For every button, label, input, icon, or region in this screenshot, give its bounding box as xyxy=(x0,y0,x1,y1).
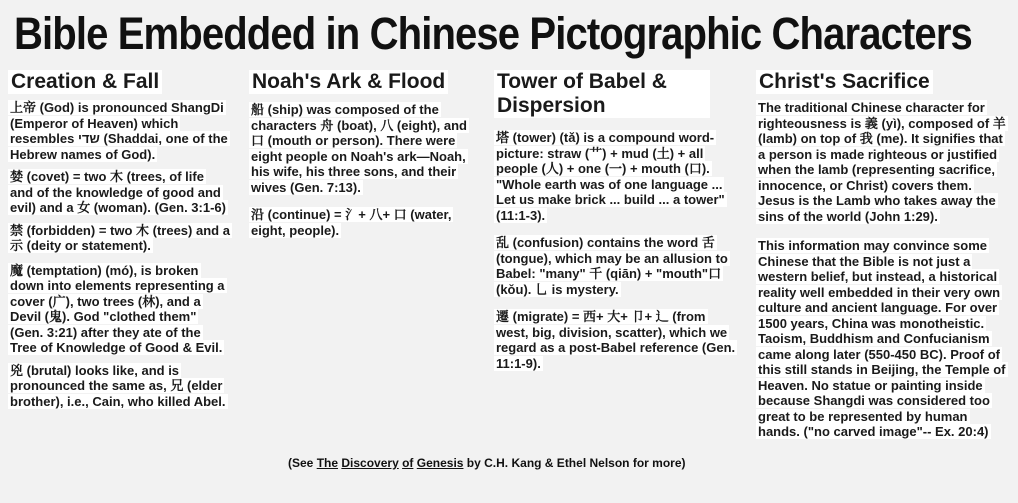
footer-suffix: by C.H. Kang & Ethel Nelson for more) xyxy=(463,456,686,470)
footer-book-word: The xyxy=(316,456,339,470)
column-christs-sacrifice xyxy=(756,70,1008,440)
footer-book-word: Genesis xyxy=(416,456,464,470)
paragraph: 沿 (continue) = 氵+ 八+ 口 (water, eight, people). xyxy=(251,207,452,238)
footer-prefix: (See xyxy=(288,456,317,470)
column-heading: Creation & Fall xyxy=(8,70,162,94)
paragraph: 上帝 (God) is pronounced ShangDi (Emperor of Heaven) which resembles שדי (Shaddai, one of the Hebrew names of God). xyxy=(10,100,228,162)
column-heading: Tower of Babel & Dispersion xyxy=(494,70,710,118)
paragraph: 乱 (confusion) contains the word 舌 (tongue), which may be an allusion to Babel: "many" 千 (qiān) + "mouth"口 (kǒu). 乚 is mystery. xyxy=(496,235,728,297)
column-tower-of-babel xyxy=(494,70,738,371)
paragraph: 魔 (temptation) (mó), is broken down into elements representing a cover (广), two trees (林), and a Devil (鬼). God "clothed them" (Gen. 3:21) after they ate of the Tree of Knowledge of Good & Evil. xyxy=(10,262,225,355)
paragraph: 禁 (forbidden) = two 木 (trees) and a 示 (deity or statement). xyxy=(10,222,230,253)
page-title: Bible Embedded in Chinese Pictographic Characters xyxy=(14,8,972,59)
paragraph: 船 (ship) was composed of the characters 舟 (boat), 八 (eight), and 口 (mouth or person). There were eight people on Noah's ark—Noah, his wife, his three sons, and their wives (Gen. 7:13). xyxy=(251,102,467,195)
footer-book-word: Discovery xyxy=(341,456,399,470)
column-creation-fall xyxy=(8,70,230,409)
paragraph: 塔 (tower) (tǎ) is a compound word-picture: straw (艹) + mud (土) + all people (人) + one (一) + mouth (口). "Whole earth was of one language ... Let us make brick ... build ... a tower" (11:1-3). xyxy=(496,130,725,223)
column-heading: Christ's Sacrifice xyxy=(756,70,933,94)
paragraph: 兇 (brutal) looks like, and is pronounced the same as, 兄 (elder brother), i.e., Cain, who killed Abel. xyxy=(10,362,226,409)
footer-book-word: of xyxy=(402,456,414,470)
column-noahs-ark xyxy=(249,70,475,238)
column-heading: Noah's Ark & Flood xyxy=(249,70,448,94)
paragraph: This information may convince some Chinese that the Bible is not just a western belief, but instead, a historical reality well embedded in their very own culture and ancient language. For over 1500 years, China was monotheistic. Taoism, Buddhism and Confucianism came along later (550-450 BC). Proof of this still stands in Beijing, the Temple of Heaven. No statue or painting inside because Shangdi was considered too great to be represented by human hands. ("no carved image"-- Ex. 20:4) xyxy=(758,238,1006,439)
paragraph: 婪 (covet) = two 木 (trees, of life and of the knowledge of good and evil) and a 女 (woman). (Gen. 3:1-6) xyxy=(10,169,226,215)
paragraph: 遷 (migrate) = 西+ 大+ 卩+ 辶 (from west, big, division, scatter), which we regard as a post-Babel reference (Gen. 11:1-9). xyxy=(496,309,736,371)
paragraph: The traditional Chinese character for righteousness is 義 (yì), composed of 羊 (lamb) on top of 我 (me). It signifies that a person is made righteous or justified when the lamb (representing sacrifice, innocence, or Christ) covers them. Jesus is the Lamb who takes away the sins of the world (John 1:29). xyxy=(758,100,1006,224)
footer-note xyxy=(288,456,738,470)
